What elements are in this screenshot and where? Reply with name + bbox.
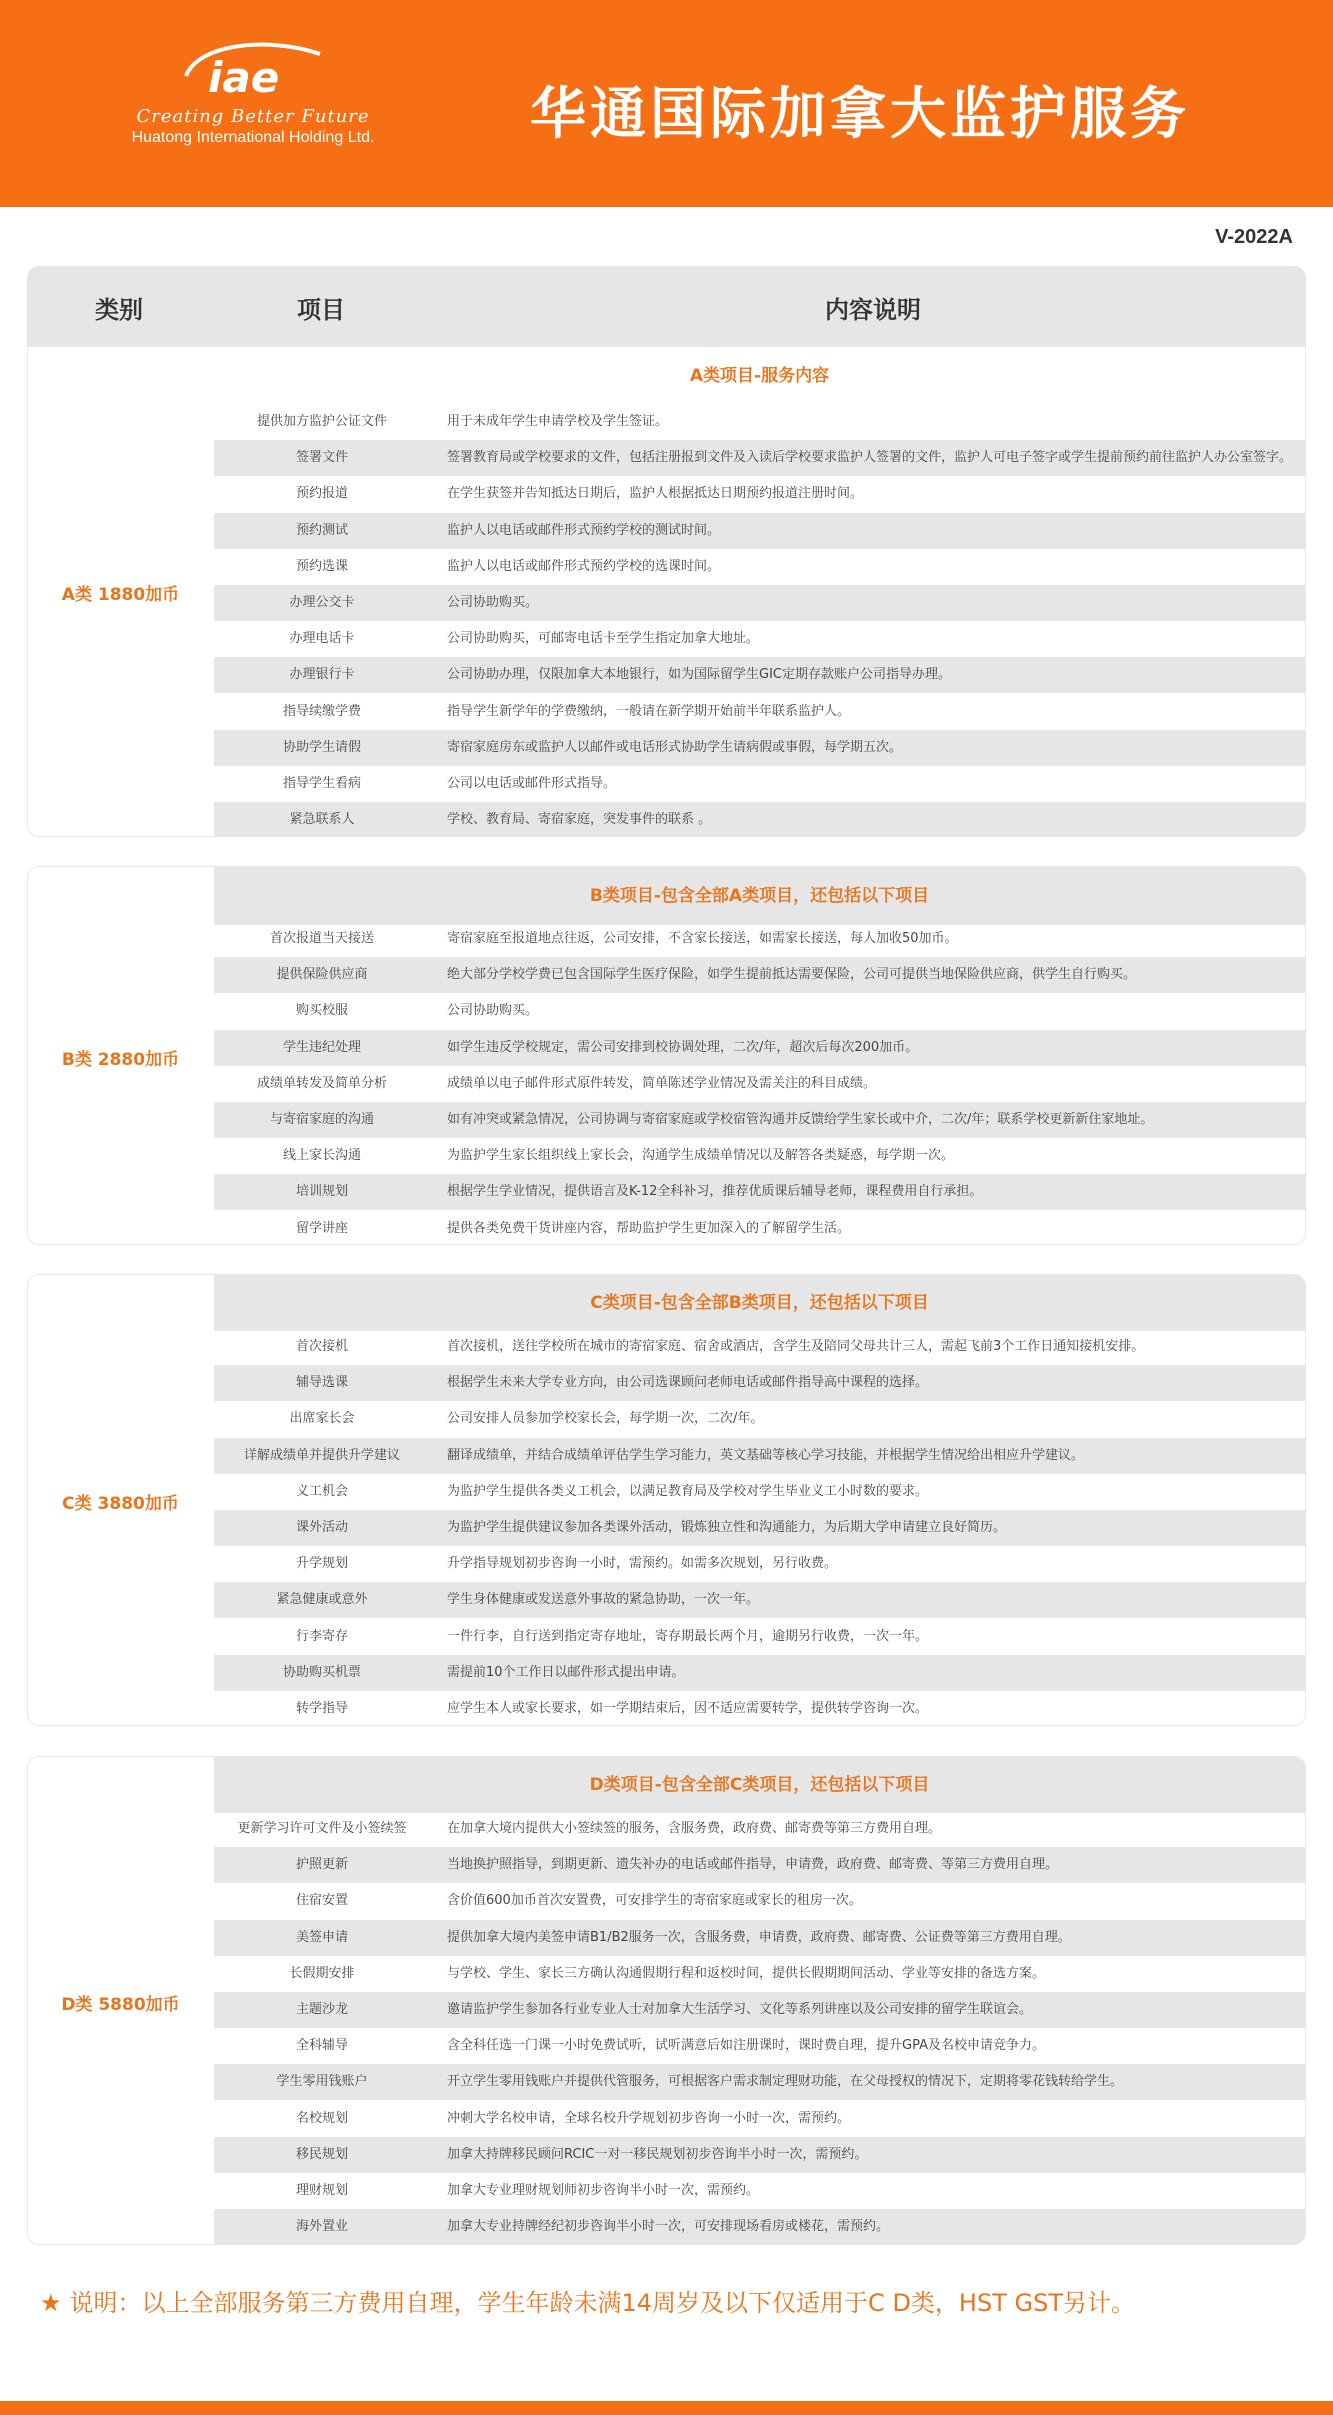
item-name: 转学指导 [295, 1701, 348, 1716]
item-name: 留学讲座 [295, 1220, 348, 1236]
table-row [214, 730, 1305, 766]
item-description: 含价值600加币首次安置费，可安排学生的寄宿家庭或家长的租房一次。 [447, 1893, 862, 1909]
item-description: 提供加拿大境内美签申请B1/B2服务一次，含服务费，申请费，政府费、邮寄费、公证费等第三方费用自理。 [447, 1929, 1071, 1945]
section-heading: D类项目-包含全部C类项目，还包括以下项目 [214, 1757, 1305, 1813]
table-row [214, 1138, 1305, 1174]
item-description: 加拿大专业持牌经纪初步咨询半小时一次，可安排现场看房或楼花，需预约。 [447, 2219, 890, 2235]
table-row [214, 1510, 1305, 1546]
item-name: 行李寄存 [295, 1628, 348, 1644]
table-row [214, 921, 1305, 957]
table-row [214, 1365, 1305, 1401]
item-name: 协助学生请假 [282, 739, 361, 755]
logo-mark-icon [178, 36, 328, 100]
item-description: 公司安排人员参加学校家长会，每学期一次，二次/年。 [447, 1411, 764, 1427]
item-description: 在学生获签并告知抵达日期后，监护人根据抵达日期预约报道注册时间。 [447, 486, 864, 502]
item-name: 长假期安排 [289, 1965, 355, 1981]
item-description: 为监护学生提供各类义工机会，以满足教育局及学校对学生毕业义工小时数的要求。 [447, 1483, 929, 1499]
table-row [214, 1174, 1305, 1210]
item-description: 成绩单以电子邮件形式原件转发，简单陈述学业情况及需关注的科目成绩。 [447, 1075, 877, 1091]
table-row [214, 1992, 1305, 2028]
column-header-description: 内容说明 [825, 296, 921, 324]
table-row [214, 1546, 1305, 1582]
item-description: 加拿大专业理财规划师初步咨询半小时一次，需预约。 [447, 2183, 760, 2198]
table-row [214, 2209, 1305, 2245]
item-name: 首次报道当天接送 [269, 931, 374, 946]
item-description: 在加拿大境内提供大小签续签的服务，含服务费，政府费、邮寄费等第三方费用自理。 [447, 1821, 942, 1836]
item-description: 如有冲突或紧急情况，公司协调与寄宿家庭或学校宿管沟通并反馈给学生家长或中介，二次/年；联系学校更新新住家地址。 [447, 1112, 1154, 1127]
item-name: 义工机会 [295, 1483, 348, 1499]
item-name: 海外置业 [295, 2219, 348, 2235]
item-description: 公司协助购买，可邮寄电话卡至学生指定加拿大地址。 [447, 631, 760, 647]
table-row [214, 440, 1305, 476]
item-description: 应学生本人或家长要求，如一学期结束后，因不适应需要转学，提供转学咨询一次。 [447, 1701, 929, 1716]
item-description: 首次接机，送往学校所在城市的寄宿家庭、宿舍或酒店，含学生及陪同父母共计三人，需起飞前3个工作日通知接机安排。 [447, 1339, 1145, 1354]
item-name: 升学规划 [295, 1556, 348, 1572]
item-description: 学校、教育局、寄宿家庭，突发事件的联系 。 [447, 812, 712, 828]
item-name: 紧急健康或意外 [276, 1592, 368, 1608]
table-row [214, 513, 1305, 549]
item-description: 寄宿家庭房东或监护人以邮件或电话形式协助学生请病假或事假，每学期五次。 [447, 739, 903, 755]
item-description: 公司协助购买。 [447, 1003, 539, 1019]
item-name: 购买校服 [295, 1003, 348, 1019]
item-name: 预约报道 [295, 486, 348, 502]
table-row [214, 993, 1305, 1029]
item-description: 为监护学生家长组织线上家长会，沟通学生成绩单情况以及解答各类疑惑，每学期一次。 [447, 1148, 955, 1164]
table-row [214, 1211, 1305, 1245]
item-name: 指导续缴学费 [282, 703, 361, 719]
category-label: A类 1880加币 [61, 585, 180, 605]
column-header-bar [27, 266, 1306, 347]
item-name: 美签申请 [295, 1929, 348, 1945]
table-row [214, 1811, 1305, 1847]
svg-text:iae: iae [208, 53, 280, 100]
company-logo [128, 36, 378, 166]
item-name: 全科辅导 [295, 2038, 348, 2054]
item-name: 学生零用钱账户 [276, 2074, 368, 2090]
item-name: 线上家长沟通 [282, 1148, 361, 1164]
table-row [214, 1329, 1305, 1365]
item-description: 含全科任选一门课一小时免费试听，试听满意后如注册课时，课时费自理，提升GPA及名校申请竞争力。 [447, 2038, 1045, 2054]
table-row [214, 802, 1305, 837]
footnote [40, 2283, 1135, 2318]
item-description: 公司以电话或邮件形式指导。 [447, 776, 617, 791]
item-description: 公司协助办理，仅限加拿大本地银行，如为国际留学生GIC定期存款账户公司指导办理。 [447, 667, 951, 683]
item-name: 住宿安置 [295, 1893, 348, 1909]
page-header [0, 0, 1333, 207]
item-name: 移民规划 [295, 2146, 348, 2162]
item-description: 公司协助购买。 [447, 595, 539, 610]
page-title: 华通国际加拿大监护服务 [530, 82, 1190, 147]
item-name: 护照更新 [295, 1857, 348, 1873]
item-description: 签署教育局或学校要求的文件，包括注册报到文件及入读后学校要求监护人签署的文件，监护人可电子签字或学生提前预约前往监护人办公室签字。 [447, 450, 1293, 466]
item-name: 签署文件 [295, 450, 348, 466]
item-description: 指导学生新学年的学费缴纳，一般请在新学期开始前半年联系监护人。 [447, 703, 851, 719]
table-row [214, 2064, 1305, 2100]
section-a [27, 347, 1306, 837]
table-row [214, 657, 1305, 693]
section-heading: A类项目-服务内容 [214, 347, 1305, 405]
item-name: 辅导选课 [295, 1375, 348, 1391]
item-name: 培训规划 [295, 1184, 348, 1200]
item-name: 提供保险供应商 [276, 967, 368, 983]
item-description: 如学生违反学校规定，需公司安排到校协调处理，二次/年，超次后每次200加币。 [447, 1039, 919, 1055]
item-description: 用于未成年学生申请学校及学生签证。 [447, 414, 669, 429]
item-name: 预约测试 [295, 522, 348, 538]
item-description: 翻译成绩单，并结合成绩单评估学生学习能力，英文基础等核心学习技能，并根据学生情况给出相应升学建议。 [447, 1447, 1085, 1463]
item-description: 需提前10个工作日以邮件形式提出申请。 [447, 1664, 685, 1680]
table-row [214, 2101, 1305, 2137]
category-label: B类 2880加币 [61, 1049, 180, 1070]
logo-slogan: Creating Better Future [136, 106, 370, 127]
item-description: 开立学生零用钱账户并提供代管服务，可根据客户需求制定理财功能，在父母授权的情况下，定期将零花钱转给学生。 [447, 2074, 1124, 2090]
item-name: 出席家长会 [289, 1411, 355, 1427]
item-name: 指导学生看病 [282, 776, 361, 791]
column-header-item: 项目 [297, 296, 345, 324]
table-row [214, 621, 1305, 657]
table-row [214, 957, 1305, 993]
item-name: 办理公交卡 [289, 595, 355, 610]
column-header-category: 类别 [95, 296, 143, 324]
item-description: 与学校、学生、家长三方确认沟通假期行程和返校时间，提供长假期期间活动、学业等安排的备选方案。 [447, 1965, 1046, 1981]
item-name: 主题沙龙 [295, 2002, 348, 2017]
item-name: 成绩单转发及简单分析 [256, 1075, 387, 1091]
table-row [214, 1066, 1305, 1102]
item-description: 一件行李，自行送到指定寄存地址，寄存期最长两个月，逾期另行收费，一次一年。 [447, 1628, 929, 1644]
item-description: 提供各类免费干货讲座内容，帮助监护学生更加深入的了解留学生活。 [447, 1220, 851, 1236]
item-name: 首次接机 [295, 1339, 348, 1354]
table-row [214, 1438, 1305, 1474]
item-name: 协助购买机票 [282, 1664, 361, 1680]
table-row [214, 766, 1305, 802]
item-name: 预约选课 [295, 558, 348, 574]
item-description: 当地换护照指导，到期更新、遗失补办的电话或邮件指导，申请费，政府费、邮寄费、等第三方费用自理。 [447, 1857, 1059, 1873]
table-row [214, 2137, 1305, 2173]
table-row [214, 585, 1305, 621]
item-name: 详解成绩单并提供升学建议 [243, 1447, 400, 1463]
category-label: D类 5880加币 [61, 1994, 180, 2015]
footer-bar [0, 2401, 1333, 2415]
item-name: 紧急联系人 [289, 812, 355, 828]
item-description: 寄宿家庭至报道地点往返，公司安排，不含家长接送，如需家长接送，每人加收50加币。 [447, 931, 958, 946]
item-description: 根据学生学业情况，提供语言及K-12全科补习，推荐优质课后辅导老师，课程费用自行承担。 [447, 1184, 983, 1200]
table-row [214, 1691, 1305, 1726]
table-row [214, 1401, 1305, 1437]
table-row [214, 549, 1305, 585]
item-description: 加拿大持牌移民顾问RCIC一对一移民规划初步咨询半小时一次，需预约。 [447, 2146, 868, 2162]
item-name: 办理银行卡 [289, 667, 355, 683]
table-row [214, 476, 1305, 512]
item-name: 提供加方监护公证文件 [256, 414, 387, 429]
table-row [214, 1655, 1305, 1691]
table-row [214, 1102, 1305, 1138]
table-row [214, 2173, 1305, 2209]
item-description: 学生身体健康或发送意外事故的紧急协助，一次一年。 [447, 1592, 760, 1608]
company-name: Huatong International Holding Ltd. [131, 129, 375, 146]
item-description: 监护人以电话或邮件形式预约学校的测试时间。 [447, 522, 721, 538]
table-row [214, 1920, 1305, 1956]
table-row [214, 1619, 1305, 1655]
table-row [214, 1847, 1305, 1883]
table-row [214, 1883, 1305, 1919]
footnote-text: 说明：以上全部服务第三方费用自理，学生年龄未满14周岁及以下仅适用于C D类，HST GST另计。 [69, 2289, 1135, 2317]
item-description: 监护人以电话或邮件形式预约学校的选课时间。 [447, 558, 721, 574]
table-row [214, 1582, 1305, 1618]
item-name: 与寄宿家庭的沟通 [269, 1112, 374, 1127]
version-label: V-2022A [1215, 226, 1293, 248]
item-name: 更新学习许可文件及小签续签 [237, 1821, 407, 1836]
table-row [214, 694, 1305, 730]
item-description: 升学指导规划初步咨询一小时，需预约。如需多次规划，另行收费。 [447, 1556, 838, 1572]
category-label: C类 3880加币 [62, 1494, 179, 1514]
section-heading: C类项目-包含全部B类项目，还包括以下项目 [214, 1275, 1305, 1331]
section-c [27, 1274, 1306, 1726]
table-row [214, 1030, 1305, 1066]
item-description: 邀请监护学生参加各行业专业人士对加拿大生活学习、文化等系列讲座以及公司安排的留学生联谊会。 [447, 2002, 1033, 2017]
section-b [27, 866, 1306, 1245]
item-description: 为监护学生提供建议参加各类课外活动，锻炼独立性和沟通能力，为后期大学申请建立良好简历。 [447, 1520, 1007, 1535]
table-row [214, 2028, 1305, 2064]
table-row [214, 404, 1305, 440]
item-name: 办理电话卡 [289, 631, 355, 647]
table-row [214, 1956, 1305, 1992]
star-icon: ★ [40, 2289, 62, 2317]
item-description: 冲刺大学名校申请，全球名校升学规划初步咨询一小时一次，需预约。 [447, 2110, 851, 2126]
item-description: 根据学生未来大学专业方向，由公司选课顾问老师电话或邮件指导高中课程的选择。 [447, 1375, 929, 1391]
section-d [27, 1756, 1306, 2245]
item-description: 绝大部分学校学费已包含国际学生医疗保险，如学生提前抵达需要保险，公司可提供当地保险供应商，供学生自行购买。 [447, 967, 1137, 983]
section-heading: B类项目-包含全部A类项目，还包括以下项目 [214, 867, 1305, 925]
item-name: 名校规划 [295, 2110, 348, 2126]
item-name: 课外活动 [295, 1520, 348, 1535]
table-row [214, 1474, 1305, 1510]
item-name: 理财规划 [295, 2183, 348, 2198]
item-name: 学生违纪处理 [282, 1039, 361, 1055]
